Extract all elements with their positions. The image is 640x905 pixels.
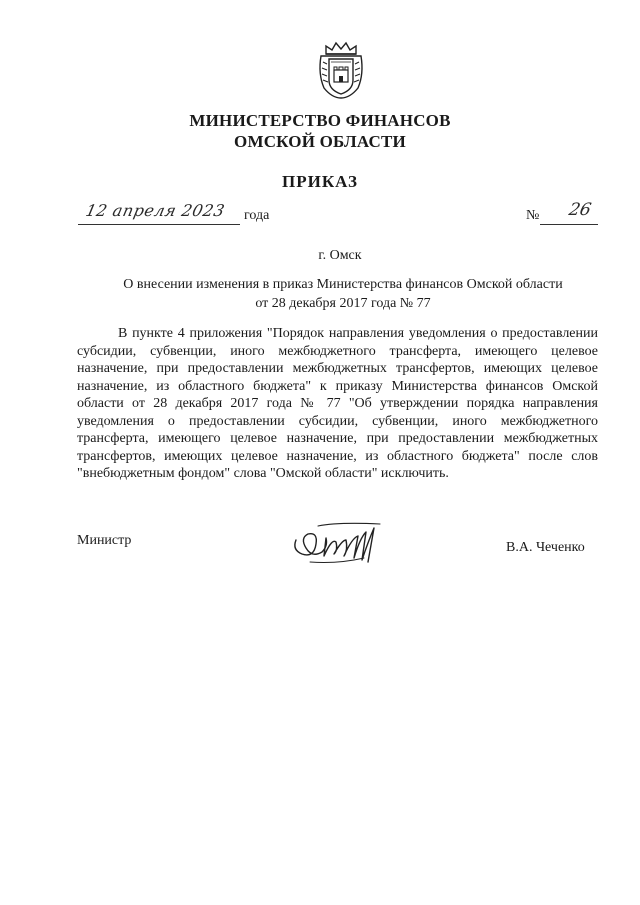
date-suffix: года: [244, 208, 270, 223]
handwritten-date: 12 апреля 2023: [83, 201, 227, 220]
organization-name-line2: ОМСКОЙ ОБЛАСТИ: [234, 132, 406, 151]
signatory-title: Министр: [77, 533, 132, 548]
city: г. Омск: [318, 248, 362, 263]
date-underline: [78, 224, 240, 225]
signatory-name: В.А. Чеченко: [506, 540, 585, 555]
date-number-row: [78, 200, 598, 231]
number-label: №: [526, 208, 540, 223]
subject-line2: от 28 декабря 2017 года № 77: [255, 296, 431, 311]
order-body-paragraph: В пункте 4 приложения "Порядок направления уведомления о предоставлении субсидии, субвенции, иного межбюджетного трансферта, имеющего целевое назначение, при предоставлении межбюджетных трансфертов, имеющих целевое назначение, из областного бюджета" к приказу Министерства финансов Омской области от 28 декабря 2017 года № 77 "Об утверждении порядка направления уведомления о предоставлении субсидии, субвенции, иного межбюджетного трансферта, имеющего целевое назначение, при предоставлении межбюджетных трансфертов, имеющих целевое назначение, из областного бюджета" после слов "внебюджетным фондом" слова "Омской области" исключить.: [77, 326, 598, 481]
order-subject: [98, 275, 588, 313]
subject-line1: О внесении изменения в приказ Министерства финансов Омской области: [123, 277, 563, 292]
handwritten-signature-icon: [288, 518, 388, 568]
handwritten-number: 26: [567, 200, 593, 220]
coat-of-arms-icon: [316, 40, 366, 100]
number-underline: [540, 224, 598, 225]
organization-name-line1: МИНИСТЕРСТВО ФИНАНСОВ: [189, 111, 451, 130]
document-type: ПРИКАЗ: [282, 172, 358, 191]
